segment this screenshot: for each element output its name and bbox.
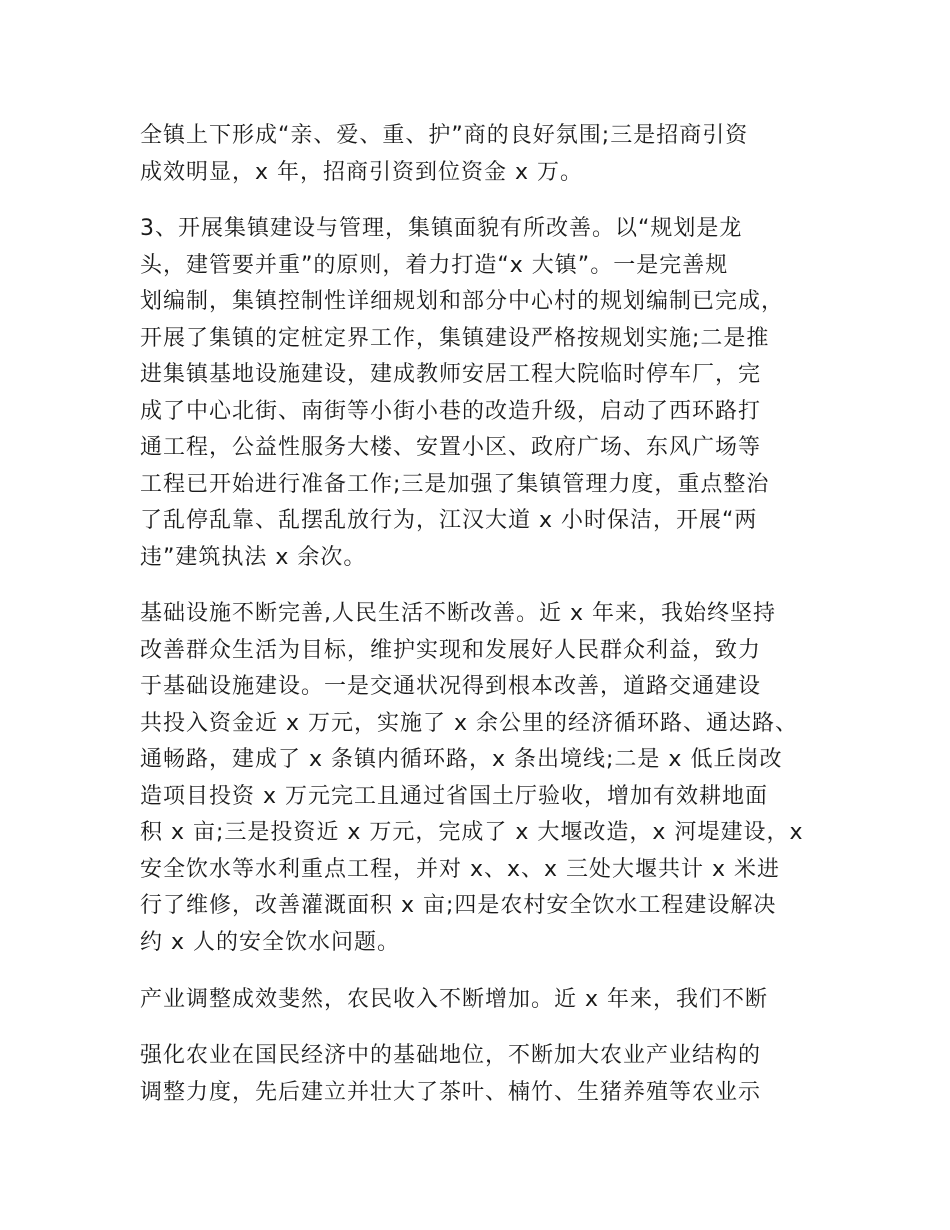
text-line: 开展了集镇的定桩定界工作，集镇建设严格按规划实施;二是推: [140, 325, 770, 351]
text-line: 共投入资金近 x 万元，实施了 x 余公里的经济循环路、通达路、: [140, 710, 799, 736]
paragraph-infrastructure: [140, 596, 820, 961]
text-line: 全镇上下形成“亲、爱、重、护”商的良好氛围;三是招商引资: [140, 123, 749, 148]
text-line: 工程已开始进行准备工作;三是加强了集镇管理力度，重点整治: [140, 471, 770, 497]
text-line: 违”建筑执法 x 余次。: [140, 544, 367, 570]
text-line: 3、开展集镇建设与管理，集镇面貌有所改善。以“规划是龙: [140, 216, 743, 241]
text-line: 产业调整成效斐然，农民收入不断增加。近 x 年来，我们不断: [140, 987, 769, 1012]
text-line: 通工程，公益性服务大楼、安置小区、政府广场、东风广场等: [140, 435, 762, 460]
paragraph-industry-adjustment: [140, 982, 820, 1019]
paragraph-investment: [140, 118, 820, 191]
paragraph-agriculture: [140, 1038, 820, 1111]
text-line: 了乱停乱靠、乱摆乱放行为，江汉大道 x 小时保洁，开展“两: [140, 508, 758, 533]
text-line: 成效明显，x 年，招商引资到位资金 x 万。: [140, 159, 584, 185]
text-line: 进集镇基地设施建设，建成教师安居工程大院临时停车厂，完: [140, 362, 762, 387]
text-line: 安全饮水等水利重点工程，并对 x、x、x 三处大堰共计 x 米进: [140, 856, 781, 882]
text-line: 通畅路，建成了 x 条镇内循环路，x 条出境线;二是 x 低丘岗改: [140, 747, 783, 772]
text-line: 于基础设施建设。一是交通状况得到根本改善，道路交通建设: [140, 674, 762, 699]
text-line: 调整力度，先后建立并壮大了茶叶、楠竹、生猪养殖等农业示: [140, 1079, 762, 1105]
text-line: 行了维修，改善灌溉面积 x 亩;四是农村安全饮水工程建设解决: [140, 893, 777, 918]
text-line: 造项目投资 x 万元完工且通过省国土厅验收，增加有效耕地面: [140, 783, 769, 809]
text-line: 改善群众生活为目标，维护实现和发展好人民群众利益，致力: [140, 637, 762, 663]
text-line: 基础设施不断完善,人民生活不断改善。近 x 年来，我始终坚持: [140, 601, 777, 626]
text-line: 积 x 亩;三是投资近 x 万元，完成了 x 大堰改造，x 河堤建设，x: [140, 820, 804, 845]
text-line: 划编制，集镇控制性详细规划和部分中心村的规划编制已完成，: [140, 289, 785, 314]
text-line: 强化农业在国民经济中的基础地位，不断加大农业产业结构的: [140, 1043, 762, 1068]
text-line: 头，建管要并重”的原则，着力打造“x 大镇”。一是完善规: [140, 252, 729, 278]
paragraph-town-construction: [140, 211, 820, 576]
text-line: 成了中心北街、南街等小街小巷的改造升级，启动了西环路打: [140, 398, 762, 424]
text-line: 约 x 人的安全饮水问题。: [140, 929, 401, 955]
